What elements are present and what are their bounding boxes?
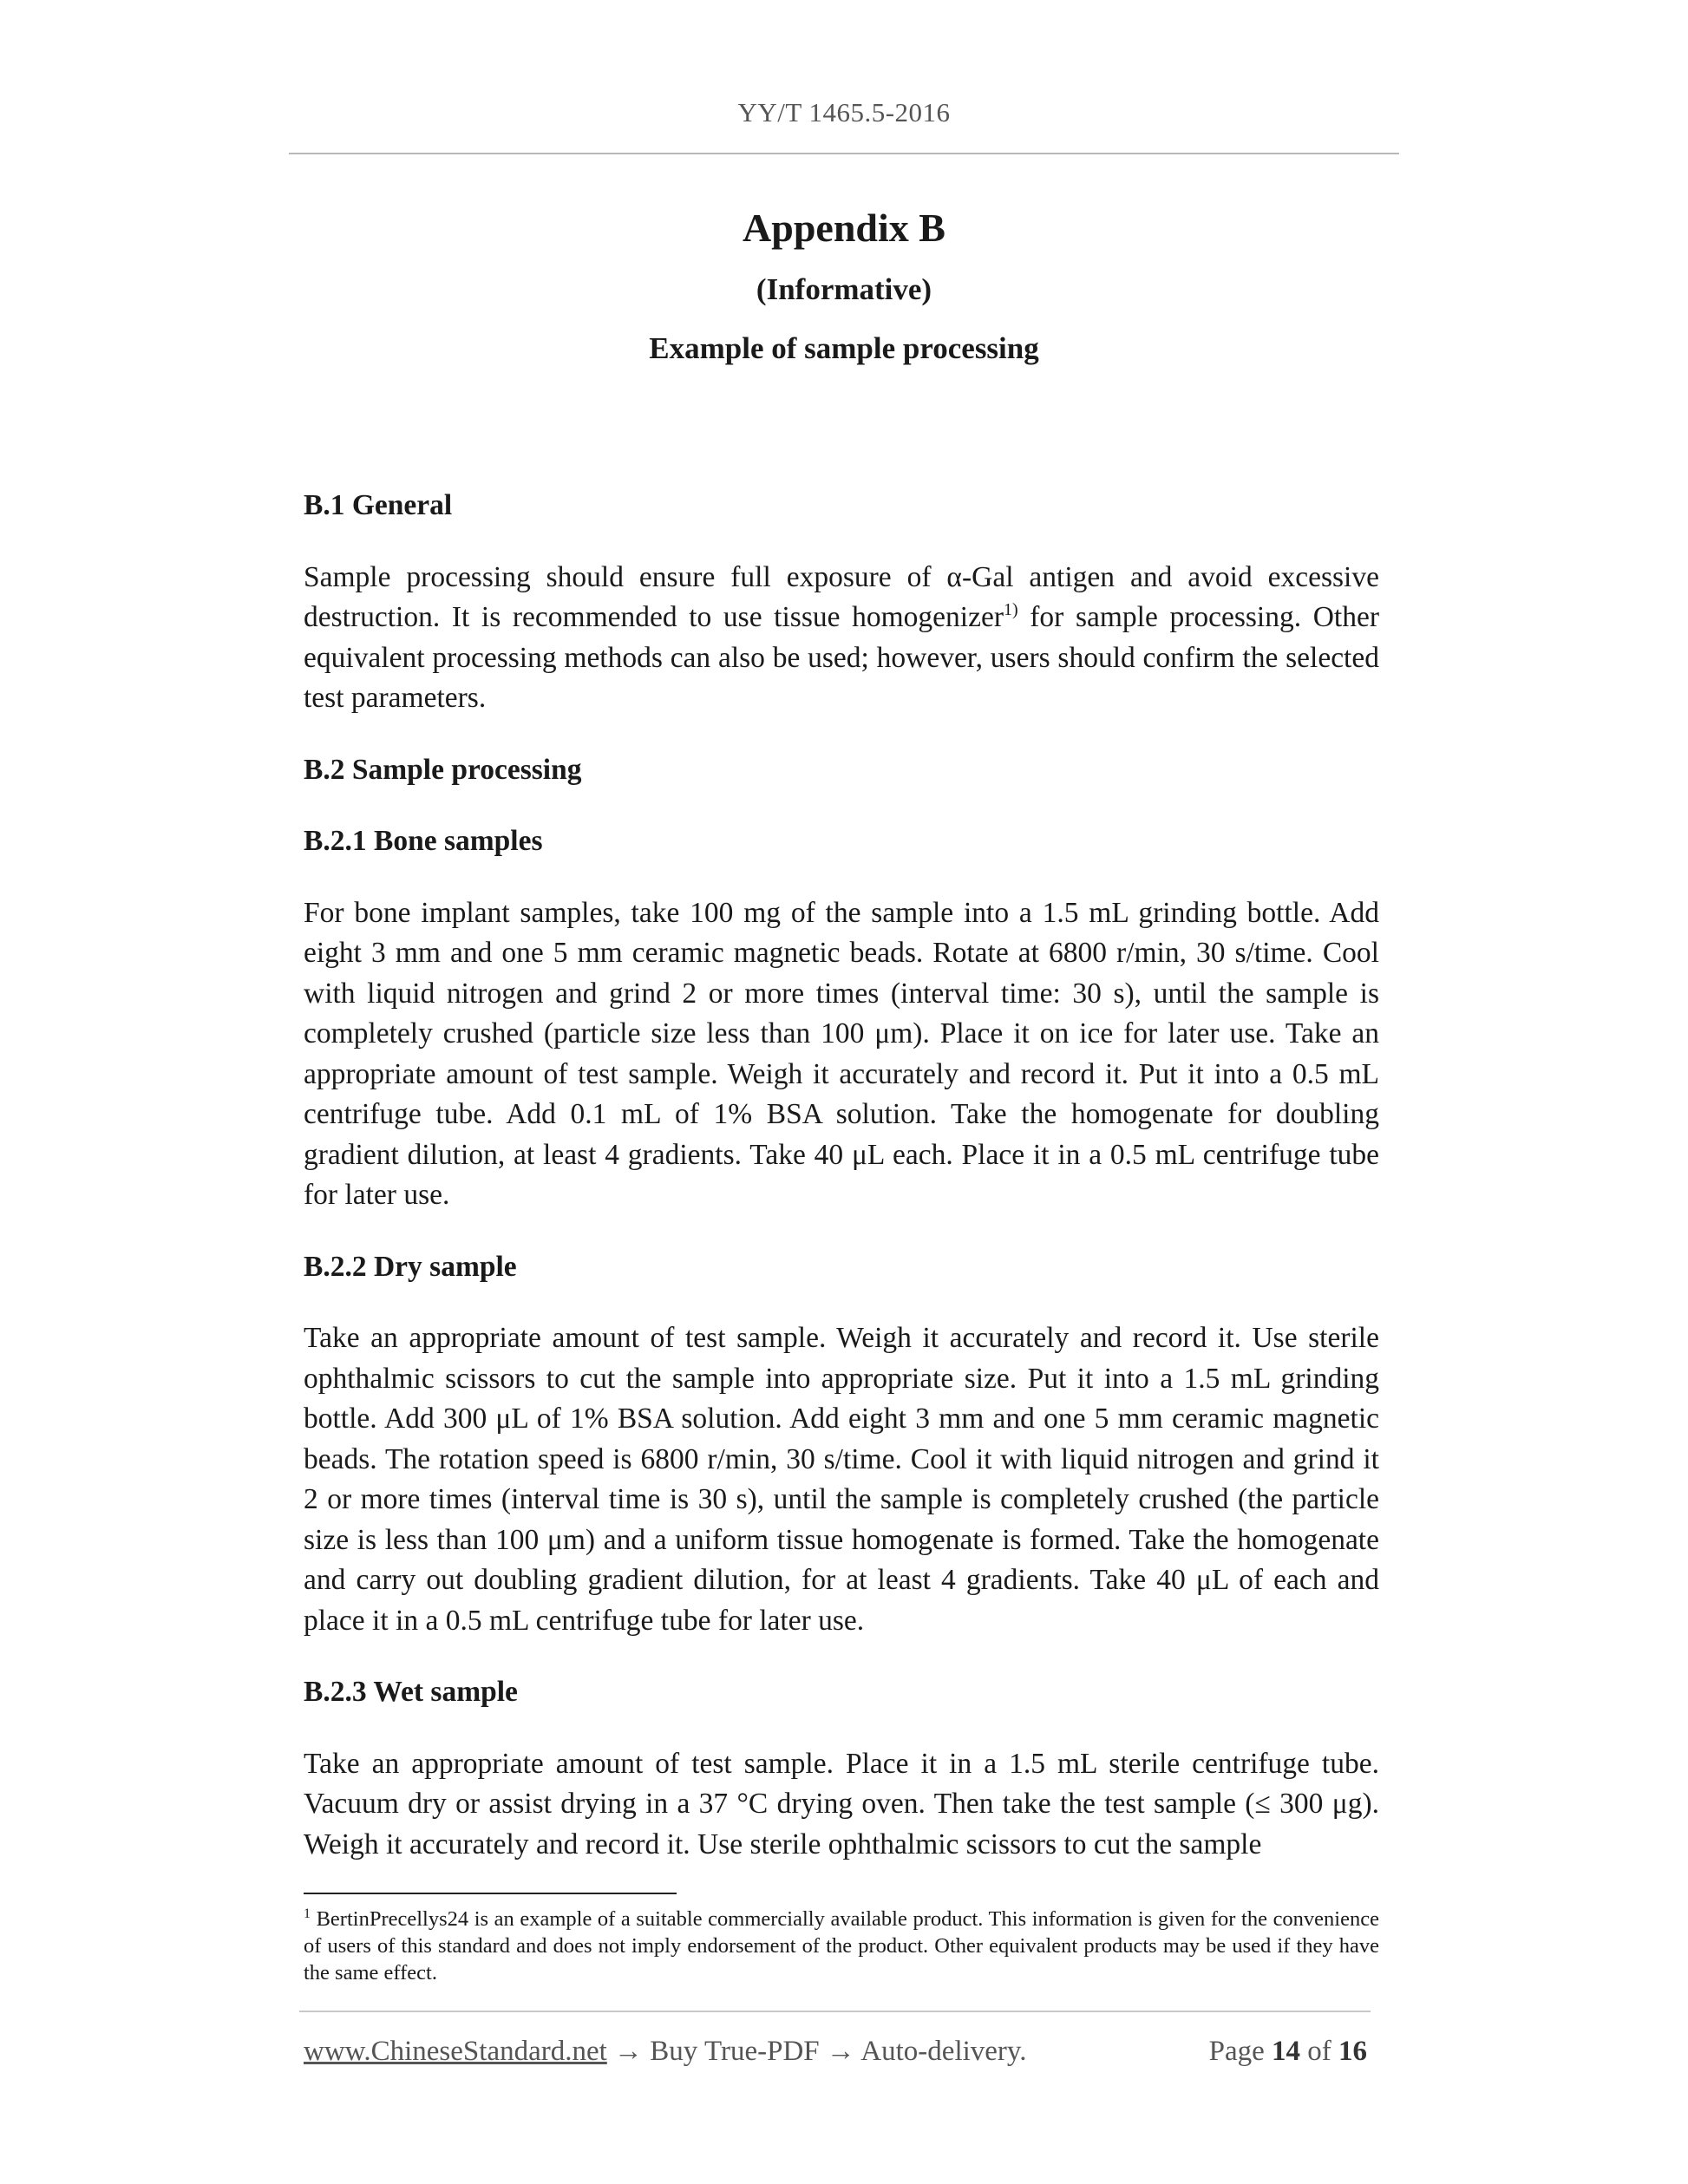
header-divider — [289, 153, 1399, 154]
appendix-title: Appendix B — [743, 206, 945, 250]
footer-divider — [299, 2011, 1371, 2012]
paragraph-bone: For bone implant samples, take 100 mg of the sample into a 1.5 mL grinding bottle. Add eight 3 mm and one 5 mm ceramic magnetic beads. Rotate at 6800 r/min, 30 s/time. Cool with liquid nitrogen and grind 2 or more times (interval time: 30 s), until the sample is completely crushed (particle size less than 100 μm). Place it on ice for later use. Take an appropriate amount of test sample. Weigh it accurately and record it. Put it into a 0.5 mL centrifuge tube. Add 0.1 mL of 1% BSA solution. Take the homogenate for doubling gradient dilution, at least 4 gradients. Take 40 μL each. Place it in a 0.5 mL centrifuge tube for later use. — [304, 896, 1379, 1211]
footnote-text: BertinPrecellys24 is an example of a suitable commercially available product. This information is given for the convenience of users of this standard and does not imply endorsement of the product. Other equivalent products may be used if they have the same effect. — [304, 1907, 1379, 1985]
paragraph-wet: Take an appropriate amount of test sample. Place it in a 1.5 mL sterile centrifuge tube. Vacuum dry or assist drying in a 37 °C drying oven. Then take the test sample (≤ 300 μg). Weigh it accurately and record it. Use sterile ophthalmic scissors to cut the sample — [304, 1747, 1379, 1860]
footnote — [304, 1906, 1379, 1986]
page-of: of — [1300, 2036, 1338, 2067]
subsection-heading-bone: B.2.1 Bone samples — [304, 825, 543, 857]
promo-text: → Buy True-PDF → Auto-delivery. — [606, 2036, 1027, 2067]
page-indicator — [1209, 2031, 1367, 2071]
paragraph-general-text-1: Sample processing should ensure full exposure of α-Gal antigen and avoid excessive destruction. It is recommended to use tissue homogenizer — [304, 560, 1379, 633]
page-label: Page — [1208, 2036, 1272, 2067]
subsection-heading-dry: B.2.2 Dry sample — [304, 1250, 517, 1283]
appendix-title-block — [0, 198, 1688, 369]
page-current: 14 — [1272, 2036, 1300, 2067]
document-body — [304, 486, 1379, 1865]
site-link[interactable]: www.ChineseStandard.net — [304, 2036, 607, 2067]
page-total: 16 — [1338, 2036, 1367, 2067]
footnote-reference: 1) — [1003, 600, 1018, 619]
footnote-divider — [304, 1893, 677, 1894]
appendix-type: (Informative) — [756, 272, 932, 306]
standard-code: YY/T 1465.5-2016 — [737, 97, 951, 128]
paragraph-general-text-2: for sample processing. Other equivalent processing methods can also be used; however, users should confirm the selected test parameters. — [304, 601, 1379, 714]
paragraph-dry: Take an appropriate amount of test sample. Weigh it accurately and record it. Use sterile ophthalmic scissors to cut the sample into appropriate size. Put it into a 1.5 mL grinding bottle. Add 300 μL of 1% BSA solution. Add eight 3 mm and one 5 mm ceramic magnetic beads. The rotation speed is 6800 r/min, 30 s/time. Cool it with liquid nitrogen and grind it 2 or more times (interval time is 30 s), until the sample is completely crushed (the particle size is less than 100 μm) and a uniform tissue homogenate is formed. Take the homogenate and carry out doubling gradient dilution, for at least 4 gradients. Take 40 μL of each and place it in a 0.5 mL centrifuge tube for later use. — [304, 1322, 1379, 1637]
footnote-marker: 1 — [304, 1906, 311, 1921]
section-heading-processing: B.2 Sample processing — [304, 753, 582, 786]
appendix-subject: Example of sample processing — [649, 331, 1039, 365]
paragraph-general — [304, 558, 1379, 719]
page-footer — [304, 2031, 1379, 2071]
section-heading-general: B.1 General — [304, 489, 453, 521]
subsection-heading-wet: B.2.3 Wet sample — [304, 1676, 518, 1708]
